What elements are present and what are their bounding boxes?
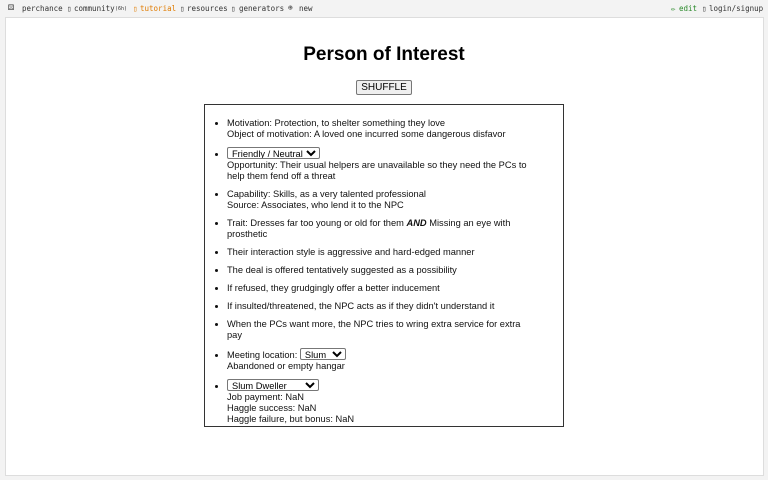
output-box [204,104,564,427]
haggle-failure-text: Haggle failure, but bonus: NaN [227,414,355,424]
pencil-icon: ✏ [671,4,676,13]
list-item [227,118,537,140]
opportunity-text: Opportunity: Their usual helpers are unavailable so they need the PCs to help them fend off a threat [227,160,527,181]
list-item [227,348,537,372]
nav-resources[interactable]: resources [187,4,228,13]
list-item: • If insulted/threatened, the NPC acts as if they didn't understand it [227,301,537,312]
nav-tutorial[interactable]: tutorial [140,4,177,13]
login-icon: ▯ [702,4,707,13]
motivation-text: Motivation: Protection, to shelter something they love [227,118,446,128]
trait-text-2: Missing an eye with prosthetic [227,218,511,239]
object-text: Object of motivation: A loved one incurred some dangerous disfavor [227,129,506,139]
attitude-select[interactable] [227,147,320,159]
and-text: AND [406,218,427,228]
community-icon: ▯ [67,4,72,13]
list-item: • When the PCs want more, the NPC tries to wring extra service for extra pay [227,319,537,341]
resources-icon: ▯ [180,4,185,13]
plus-icon: ⊕ [288,3,293,12]
list-item: • If refused, they grudgingly offer a better inducement [227,283,537,294]
top-nav [0,0,768,16]
payment-text: Job payment: NaN [227,392,304,402]
list-item: • Their interaction style is aggressive and hard-edged manner [227,247,537,258]
source-text: Source: Associates, who lend it to the NPC [227,200,404,210]
nav-community[interactable]: community [74,4,115,13]
nav-login[interactable]: login/signup [709,4,764,13]
meeting-desc: Abandoned or empty hangar [227,361,345,371]
community-count: (6h) [115,6,128,12]
nav-perchance[interactable]: perchance [22,4,63,13]
haggle-success-text: Haggle success: NaN [227,403,317,413]
list-item [227,147,537,182]
nav-edit[interactable]: edit [679,4,698,13]
dice-icon: ⚄ [8,2,15,13]
page-title: Person of Interest [303,44,465,65]
nav-generators[interactable]: generators [239,4,285,13]
class-select[interactable] [227,379,319,391]
generators-icon: ▯ [231,4,236,13]
capability-text: Capability: Skills, as a very talented professional [227,189,426,199]
nav-new[interactable]: new [299,4,313,13]
list-item [227,218,537,240]
trait-text: Trait: Dresses far too young or old for them [227,218,404,228]
list-item [227,189,537,211]
list-item: • The deal is offered tentatively suggested as a possibility [227,265,537,276]
meeting-select[interactable] [300,348,346,360]
list-item [227,379,537,425]
meeting-label: Meeting location: [227,350,298,360]
shuffle-button[interactable]: SHUFFLE [356,80,412,95]
tutorial-icon: ▯ [133,4,138,13]
